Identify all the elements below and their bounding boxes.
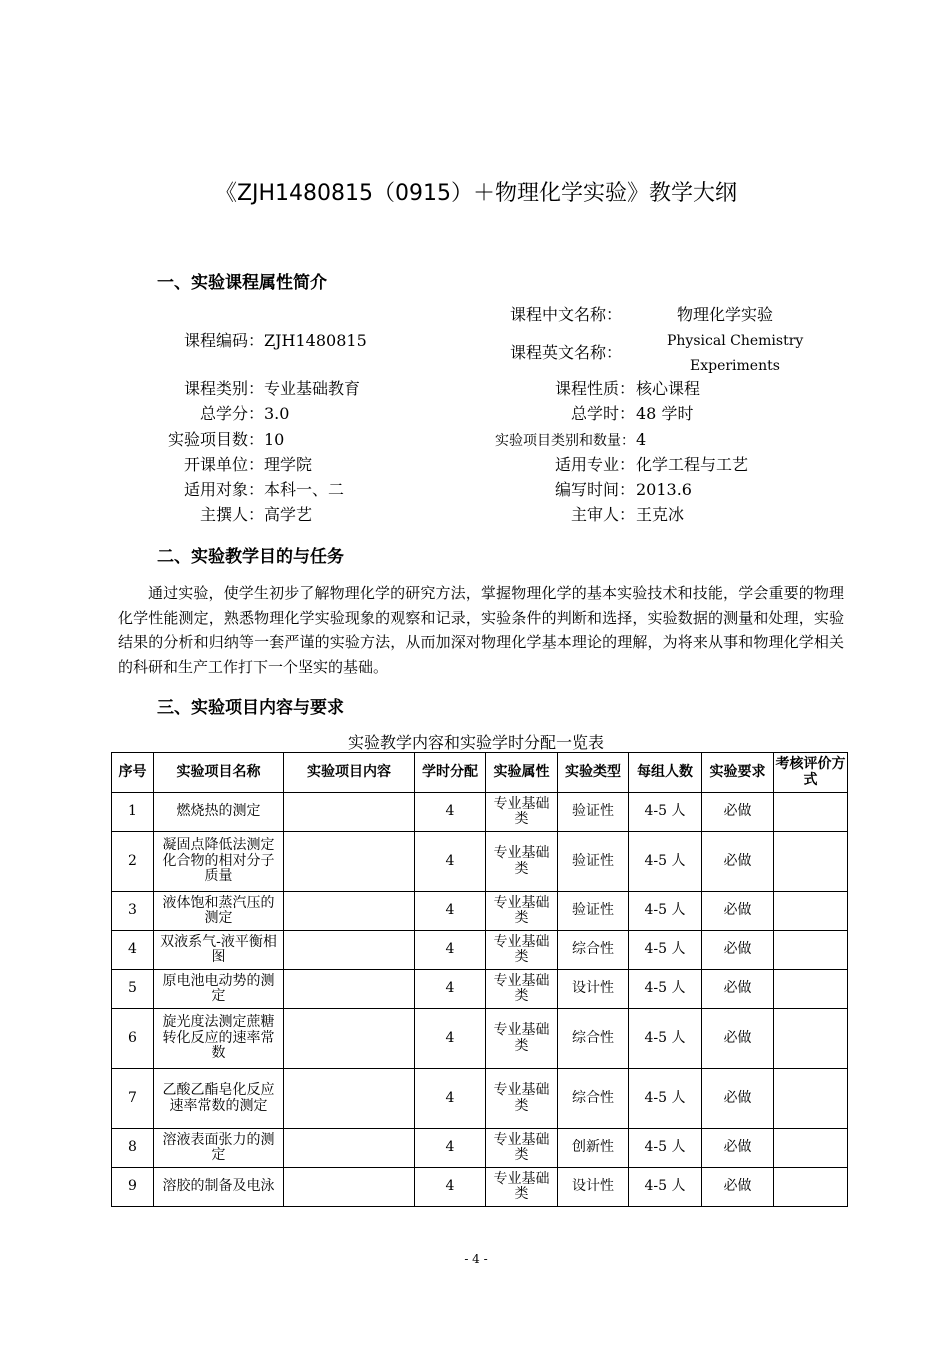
date-label: 编写时间： <box>554 480 635 499</box>
major-value: 化学工程与工艺 <box>636 455 749 474</box>
unit-value: 理学院 <box>264 455 313 474</box>
projects-label: 实验项目数： <box>167 430 264 449</box>
table-cell: 必做 <box>702 1069 774 1129</box>
table-cell <box>774 793 848 832</box>
header-cell: 实验属性 <box>486 753 558 793</box>
table-row <box>112 1069 848 1129</box>
author-value: 高学艺 <box>264 505 313 524</box>
author-label: 主撰人： <box>199 505 264 524</box>
table-cell: 4 <box>415 1168 486 1207</box>
credits-label: 总学分： <box>199 404 264 423</box>
nature-label: 课程性质： <box>554 379 635 398</box>
table-cell: 4-5 人 <box>629 1069 702 1129</box>
table-cell: 溶液表面张力的测定 <box>154 1129 284 1168</box>
nature-value: 核心课程 <box>636 379 701 398</box>
major-label: 适用专业： <box>554 455 635 474</box>
en-name-label: 课程英文名称： <box>509 343 622 362</box>
table-cell: 4 <box>415 931 486 970</box>
header-cell: 实验类型 <box>558 753 629 793</box>
table-cell: 4-5 人 <box>629 1009 702 1069</box>
hours-label: 总学时： <box>570 404 635 423</box>
table-row <box>112 892 848 931</box>
cn-name-label: 课程中文名称： <box>509 305 622 324</box>
header-cell: 实验项目名称 <box>154 753 284 793</box>
target-label: 适用对象： <box>183 480 264 499</box>
table-cell: 必做 <box>702 931 774 970</box>
categories-count-label: 实验项目类别和数量： <box>495 433 635 449</box>
table-cell: 凝固点降低法测定化合物的相对分子质量 <box>154 832 284 892</box>
table-cell: 专业基础类 <box>486 832 558 892</box>
table-cell <box>284 1009 415 1069</box>
date-value: 2013.6 <box>636 480 692 499</box>
table-cell: 原电池电动势的测定 <box>154 970 284 1009</box>
reviewer-label: 主审人： <box>570 505 635 524</box>
table-cell: 4-5 人 <box>629 1168 702 1207</box>
table-body <box>112 793 848 1207</box>
table-cell: 必做 <box>702 1129 774 1168</box>
table-cell: 8 <box>112 1129 154 1168</box>
section-heading-2: 二、实验教学目的与任务 <box>157 547 344 567</box>
table-cell: 1 <box>112 793 154 832</box>
table-cell: 4 <box>112 931 154 970</box>
table-cell: 3 <box>112 892 154 931</box>
table-cell: 4-5 人 <box>629 793 702 832</box>
table-cell: 4 <box>415 832 486 892</box>
table-cell: 4 <box>415 793 486 832</box>
hours-value: 48 学时 <box>636 404 694 423</box>
table-cell: 4 <box>415 1129 486 1168</box>
table-cell: 双液系气-液平衡相图 <box>154 931 284 970</box>
table-header-row <box>112 753 848 793</box>
table-cell <box>774 970 848 1009</box>
category-value: 专业基础教育 <box>264 379 361 398</box>
table-cell: 综合性 <box>558 931 629 970</box>
table-row <box>112 793 848 832</box>
table-cell <box>284 793 415 832</box>
table-cell: 必做 <box>702 793 774 832</box>
table-row <box>112 1129 848 1168</box>
table-cell <box>774 931 848 970</box>
table-cell: 乙酸乙酯皂化反应速率常数的测定 <box>154 1069 284 1129</box>
table-cell: 溶胶的制备及电泳 <box>154 1168 284 1207</box>
cn-name-value: 物理化学实验 <box>677 305 774 324</box>
table-cell <box>284 970 415 1009</box>
section-heading-1: 一、实验课程属性简介 <box>157 273 327 293</box>
table-cell: 4-5 人 <box>629 970 702 1009</box>
experiment-table <box>111 752 848 1207</box>
table-cell: 2 <box>112 832 154 892</box>
table-cell: 4-5 人 <box>629 892 702 931</box>
table-cell: 4 <box>415 1009 486 1069</box>
en-name-value-line2: Experiments <box>690 358 780 374</box>
table-cell <box>774 892 848 931</box>
table-cell: 验证性 <box>558 892 629 931</box>
table-cell: 9 <box>112 1168 154 1207</box>
table-cell: 必做 <box>702 1009 774 1069</box>
table-cell <box>284 931 415 970</box>
table-cell <box>284 1129 415 1168</box>
table-cell: 4-5 人 <box>629 1129 702 1168</box>
table-cell <box>774 1168 848 1207</box>
reviewer-value: 王克冰 <box>636 505 685 524</box>
header-cell: 学时分配 <box>415 753 486 793</box>
table-cell <box>284 832 415 892</box>
table-cell: 液体饱和蒸汽压的测定 <box>154 892 284 931</box>
table-cell <box>284 1168 415 1207</box>
table-cell: 验证性 <box>558 832 629 892</box>
course-code-label: 课程编码： <box>183 331 264 350</box>
table-cell: 设计性 <box>558 970 629 1009</box>
table-row <box>112 1009 848 1069</box>
table-cell: 旋光度法测定蔗糖转化反应的速率常数 <box>154 1009 284 1069</box>
table-row <box>112 931 848 970</box>
table-cell: 专业基础类 <box>486 892 558 931</box>
category-label: 课程类别： <box>183 379 264 398</box>
table-cell <box>774 1069 848 1129</box>
header-cell: 实验要求 <box>702 753 774 793</box>
table-cell: 7 <box>112 1069 154 1129</box>
table-cell: 6 <box>112 1009 154 1069</box>
unit-label: 开课单位： <box>183 455 264 474</box>
table-cell: 验证性 <box>558 793 629 832</box>
table-cell: 必做 <box>702 970 774 1009</box>
document-title: 《ZJH1480815（0915）＋物理化学实验》教学大纲 <box>214 181 738 206</box>
table-cell: 设计性 <box>558 1168 629 1207</box>
table-cell: 综合性 <box>558 1069 629 1129</box>
table-row <box>112 832 848 892</box>
table-cell: 专业基础类 <box>486 1009 558 1069</box>
table-cell: 专业基础类 <box>486 1129 558 1168</box>
course-code-value: ZJH1480815 <box>264 331 367 350</box>
table-cell: 4 <box>415 970 486 1009</box>
table-cell: 4 <box>415 892 486 931</box>
table-cell: 必做 <box>702 892 774 931</box>
purpose-paragraph: 通过实验，使学生初步了解物理化学的研究方法，掌握物理化学的基本实验技术和技能，学会重要的物理化学性能测定，熟悉物理化学实验现象的观察和记录，实验条件的判断和选择，实验数据的测量和处理，实验结果的分析和归纳等一套严谨的实验方法，从而加深对物理化学基本理论的理解，为将来从事和物理化学相关的科研和生产工作打下一个坚实的基础。 <box>118 584 844 676</box>
table-cell: 燃烧热的测定 <box>154 793 284 832</box>
table-cell: 4-5 人 <box>629 832 702 892</box>
table-cell: 4-5 人 <box>629 931 702 970</box>
categories-count-value: 4 <box>636 430 647 449</box>
en-name-value-line1: Physical Chemistry <box>667 333 804 349</box>
table-row <box>112 1168 848 1207</box>
table-cell: 4 <box>415 1069 486 1129</box>
table-cell <box>774 832 848 892</box>
table-cell: 专业基础类 <box>486 793 558 832</box>
table-cell: 专业基础类 <box>486 1069 558 1129</box>
table-row <box>112 970 848 1009</box>
projects-value: 10 <box>264 430 285 449</box>
table-cell: 必做 <box>702 1168 774 1207</box>
target-value: 本科一、二 <box>264 480 345 499</box>
table-cell: 综合性 <box>558 1009 629 1069</box>
table-cell <box>774 1129 848 1168</box>
table-cell: 专业基础类 <box>486 1168 558 1207</box>
table-cell: 专业基础类 <box>486 970 558 1009</box>
table-cell: 必做 <box>702 832 774 892</box>
header-cell: 实验项目内容 <box>284 753 415 793</box>
credits-value: 3.0 <box>264 404 290 423</box>
table-cell: 创新性 <box>558 1129 629 1168</box>
section-heading-3: 三、实验项目内容与要求 <box>157 698 344 718</box>
header-cell: 考核评价方式 <box>774 753 848 793</box>
header-cell: 每组人数 <box>629 753 702 793</box>
table-cell <box>284 1069 415 1129</box>
header-cell: 序号 <box>112 753 154 793</box>
table-cell: 专业基础类 <box>486 931 558 970</box>
table-cell: 5 <box>112 970 154 1009</box>
table-cell <box>774 1009 848 1069</box>
table-cell <box>284 892 415 931</box>
page-number: - 4 - <box>464 1252 488 1266</box>
table-caption: 实验教学内容和实验学时分配一览表 <box>347 733 604 752</box>
